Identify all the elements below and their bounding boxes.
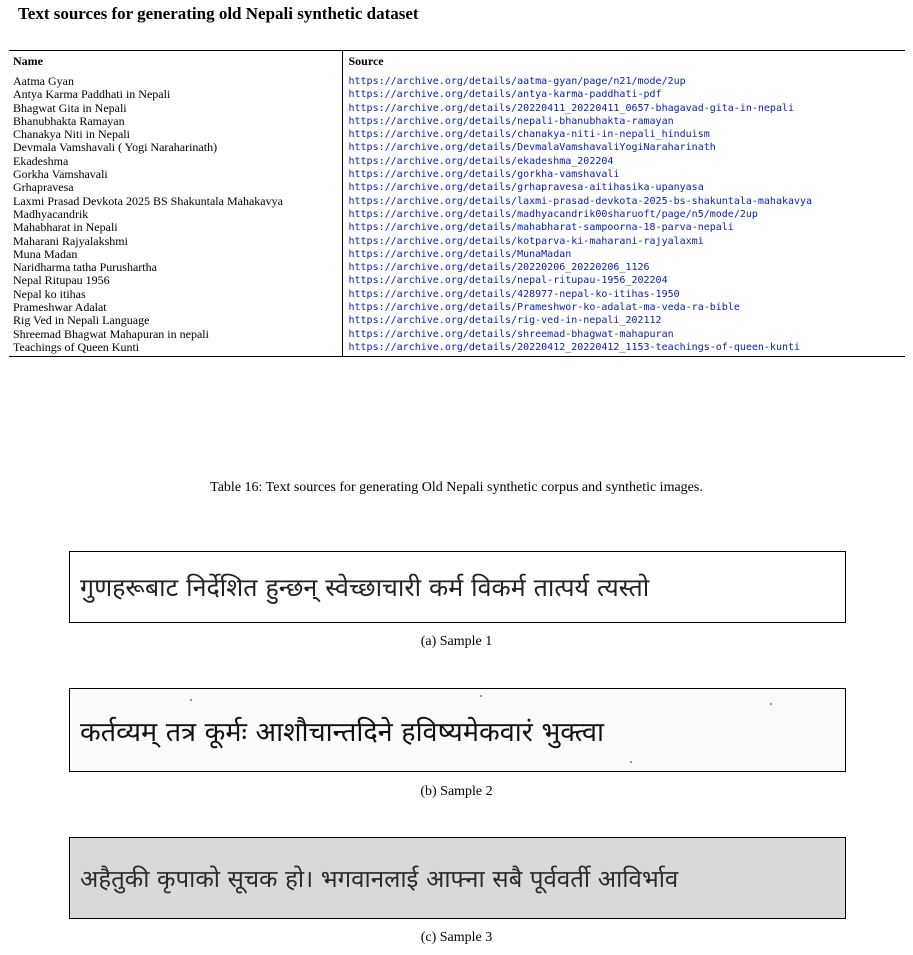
source-name-cell: Aatma Gyan [13,74,74,88]
table-row [9,141,905,154]
table-row [9,341,905,356]
source-name-cell: Nepal ko itihas [13,286,86,301]
table-row [9,328,905,341]
source-link[interactable]: https://archive.org/details/madhyacandrik00sharuoft/page/n5/mode/2up [342,208,905,221]
source-name-cell: Teachings of Queen Kunti [13,339,140,354]
source-name-cell: Grhapravesa [13,180,74,195]
table-header-row [9,51,905,71]
table-row [9,301,905,314]
source-name-cell: Rig Ved in Nepali Language [13,313,150,328]
section-heading: Text sources for generating old Nepali synthetic dataset [18,4,419,23]
source-link[interactable]: https://archive.org/details/DevmalaVamshavaliYogiNaraharinath [342,141,905,154]
sample-1-text: गुणहरूबाट निर्देशित हुन्छन् स्वेच्छाचारी कर्म विकर्म तात्पर्य त्यस्तो [80,573,650,602]
source-name-cell: Laxmi Prasad Devkota 2025 BS Shakuntala Mahakavya [13,193,283,208]
source-link[interactable]: https://archive.org/details/20220411_20220411_0657-bhagavad-gita-in-nepali [342,102,905,115]
table-caption: Table 16: Text sources for generating Old Nepali synthetic corpus and synthetic images. [210,480,703,495]
source-link[interactable]: https://archive.org/details/antya-karma-paddhati-pdf [342,88,905,101]
source-link[interactable]: https://archive.org/details/grhapravesa-aitihasika-upanyasa [342,181,905,194]
source-link[interactable]: https://archive.org/details/nepal-ritupau-1956_202204 [342,274,905,287]
source-name-cell: Bhagwat Gita in Nepali [13,100,127,115]
table-row [9,288,905,301]
noise-speck [480,695,482,697]
noise-speck [770,703,772,705]
source-link[interactable]: https://archive.org/details/nepali-bhanubhakta-ramayan [342,115,905,128]
source-name-cell: Muna Madan [13,246,78,261]
source-link[interactable]: https://archive.org/details/mahabharat-sampoorna-18-parva-nepali [342,221,905,234]
source-link[interactable]: https://archive.org/details/gorkha-vamshavali [342,168,905,181]
table-row [9,208,905,221]
sample-3-caption: (c) Sample 3 [420,930,493,945]
source-name-cell: Ekadeshma [13,153,69,168]
sample-2-text: कर्तव्यम् तत्र कूर्मः आशौचान्तदिने हविष्यमेकवारं भुक्त्वा [80,716,604,748]
table-row [9,195,905,208]
noise-speck [630,761,632,763]
sources-table-wrapper [9,50,905,357]
source-link[interactable]: https://archive.org/details/chanakya-niti-in-nepali_hinduism [342,128,905,141]
table-row [9,102,905,115]
sample-3-image [69,837,846,919]
source-link[interactable]: https://archive.org/details/shreemad-bhagwat-mahapuran [342,328,905,341]
source-name-cell: Madhyacandrik [13,206,89,221]
source-link[interactable]: https://archive.org/details/20220412_20220412_1153-teachings-of-queen-kunti [342,341,905,356]
table-row [9,88,905,101]
table-row [9,168,905,181]
source-name-cell: Nepal Ritupau 1956 [13,273,110,288]
header-name: Name [13,53,43,68]
table-row [9,155,905,168]
source-link[interactable]: https://archive.org/details/Prameshwor-ko-adalat-ma-veda-ra-bible [342,301,905,314]
table-row [9,221,905,234]
source-link[interactable]: https://archive.org/details/428977-nepal-ko-itihas-1950 [342,288,905,301]
table-row [9,235,905,248]
table-row [9,115,905,128]
source-link[interactable]: https://archive.org/details/aatma-gyan/page/n21/mode/2up [342,71,905,88]
source-link[interactable]: https://archive.org/details/MunaMadan [342,248,905,261]
table-row [9,71,905,88]
sources-table [9,51,905,356]
table-row [9,274,905,287]
source-name-cell: Devmala Vamshavali ( Yogi Naraharinath) [13,140,218,155]
source-name-cell: Maharani Rajyalakshmi [13,233,128,248]
sample-1-caption: (a) Sample 1 [420,634,493,649]
table-row [9,128,905,141]
table-row [9,314,905,327]
table-row [9,261,905,274]
source-link[interactable]: https://archive.org/details/20220206_20220206_1126 [342,261,905,274]
bottom-rule [9,356,905,357]
header-source: Source [342,51,905,71]
source-name-cell: Mahabharat in Nepali [13,220,118,235]
source-name-cell: Shreemad Bhagwat Mahapuran in nepali [13,326,209,341]
source-name-cell: Bhanubhakta Ramayan [13,113,125,128]
noise-speck [190,699,192,701]
source-name-cell: Prameshwar Adalat [13,300,107,315]
table-row [9,248,905,261]
sample-1-image [69,551,846,623]
source-link[interactable]: https://archive.org/details/laxmi-prasad-devkota-2025-bs-shakuntala-mahakavya [342,195,905,208]
sample-2-caption: (b) Sample 2 [420,784,493,799]
table-row [9,181,905,194]
source-link[interactable]: https://archive.org/details/ekadeshma_202204 [342,155,905,168]
source-name-cell: Chanakya Niti in Nepali [13,127,130,142]
source-name-cell: Naridharma tatha Purushartha [13,260,157,275]
source-link[interactable]: https://archive.org/details/rig-ved-in-nepali_202112 [342,314,905,327]
table-body [9,71,905,356]
source-link[interactable]: https://archive.org/details/kotparva-ki-maharani-rajyalaxmi [342,235,905,248]
sample-2-image [69,688,846,772]
source-name-cell: Gorkha Vamshavali [13,167,108,182]
source-name-cell: Antya Karma Paddhati in Nepali [13,87,171,102]
sample-3-text: अहैतुकी कृपाको सूचक हो। भगवानलाई आफ्ना सबै पूर्ववर्ती आविर्भाव [80,864,679,893]
